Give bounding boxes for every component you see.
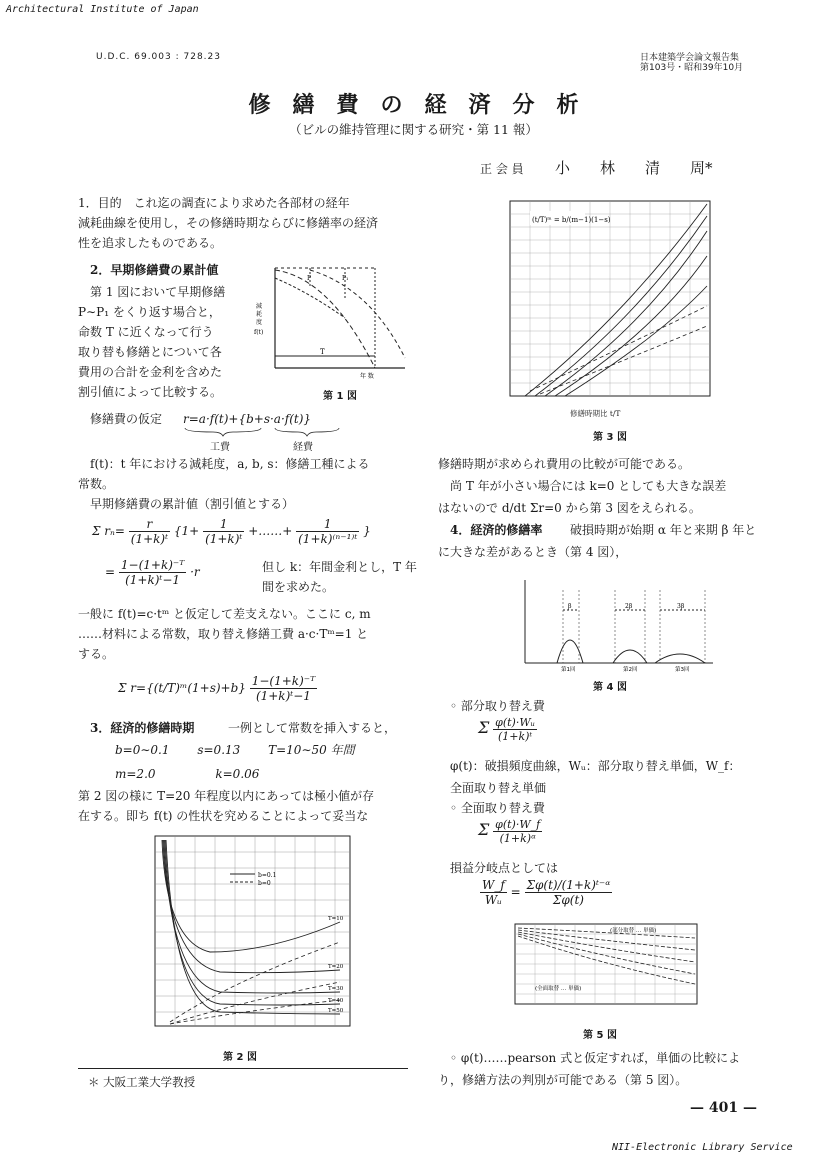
footer-service: NII-Electronic Library Service	[612, 1142, 793, 1153]
assumption-text: 一般に f(t)=c·tᵐ と仮定して差支えない。ここに c, m ……材料による常数，取り替え修繕工費 a·c·Tᵐ=1 と する。	[78, 607, 371, 661]
figure-3	[495, 196, 725, 426]
footnote-rule	[78, 1068, 408, 1069]
svg-text:第3回: 第3回	[675, 667, 690, 673]
page-number: — 401 —	[690, 1100, 757, 1116]
journal-info: 日本建築学会論文報告集 第103号・昭和39年10月	[640, 53, 744, 73]
equation-2: = $\frac{\text{1−(1+k)⁻ᵀ}}{\text{(1+k)ᵗ−1}}$ ·r	[105, 558, 200, 587]
svg-text:T=50: T=50	[328, 1008, 344, 1014]
equation-braces	[183, 427, 343, 437]
brace-label-cost: 工費	[210, 442, 230, 453]
section2-heading: 2．早期修繕費の累計値	[90, 263, 219, 277]
pearson-text-a: ◦ φ(t)……pearson 式と仮定すれば，単価の比較によ	[450, 1051, 741, 1065]
svg-text:b=0.1: b=0.1	[258, 872, 277, 879]
section3-intro: 一例として常数を挿入すると，	[228, 721, 397, 735]
svg-text:T=30: T=30	[328, 986, 344, 992]
sum-full: Σ $\frac{\varphi(t)\cdot W\_f}{\text{(1+k)ᵅ}}$	[478, 818, 541, 845]
equation-2-note: 但し k：年間金利とし，T 年 間を求めた。	[262, 560, 417, 594]
svg-text:3β: 3β	[677, 603, 685, 610]
svg-text:T=40: T=40	[328, 998, 344, 1004]
svg-text:(部分取替 … 単価): (部分取替 … 単価)	[610, 928, 657, 934]
footnote: ＊ 大阪工業大学教授	[88, 1075, 196, 1089]
brace-label-expense: 経費	[293, 442, 313, 453]
equation-3: Σ r={(t/T)ᵐ(1+s)+b} $\frac{\text{1−(1+k)⁻ᵀ}}{\text{(1+k)ᵗ−1}}$	[118, 674, 316, 703]
figure-4-caption: 第 4 図	[593, 682, 627, 693]
svg-text:年 数: 年 数	[360, 373, 374, 380]
right-text-1: 修繕時期が求められ費用の比較が可能である。	[438, 457, 691, 471]
section3-text: 第 2 図の様に T=20 年程度以内にあっては極小値が存 在する。即ち f(t) の性状を究めることによって妥当な	[78, 789, 375, 823]
pearson-text-b: り，修繕方法の判別が可能である（第 5 図）。	[438, 1073, 688, 1087]
params-row-1: b=0∼0.1 s=0.13 T=10∼50 年間	[115, 743, 355, 757]
svg-text:減: 減	[256, 303, 263, 310]
svg-text:耗: 耗	[256, 311, 263, 318]
svg-text:f(t): f(t)	[254, 329, 264, 336]
figure-4	[495, 575, 720, 675]
svg-text:度: 度	[256, 319, 263, 326]
section3-heading: 3．経済的修繕時期	[90, 721, 195, 735]
phi-definition-b: 全面取り替え単価	[450, 781, 547, 795]
svg-text:T=20: T=20	[328, 964, 344, 970]
svg-text:P: P	[307, 275, 312, 282]
section2-text: 第 1 図において早期修繕 P∼P₁ をくり返す場合と， 命数 T に近くなって行う 取り替も修繕とについて各 費用の合計を金利を含めた 割引値によって比較する。	[78, 285, 226, 399]
definition-text: f(t)：t 年における減耗度，a, b, s：修繕工種による 常数。	[78, 457, 370, 491]
svg-text:(全面取替 … 単価): (全面取替 … 単価)	[535, 986, 582, 992]
section4-heading: 4．経済的修繕率	[450, 523, 543, 537]
section1-text: 1．目的 これ迄の調査により求めた各部材の経年 減耗曲線を使用し，その修繕時期ならびに修繕率の経済 性を追求したものである。	[78, 196, 379, 250]
assumption-equation: r=a·f(t)+{b+s·a·f(t)}	[183, 412, 312, 426]
author-name: 小 林 清 周*	[555, 159, 713, 177]
cumulative-text: 早期修繕費の累計値（割引値とする）	[90, 497, 295, 511]
udc-code: U.D.C. 69.003 : 728.23	[96, 52, 221, 62]
paper-subtitle: （ビルの維持管理に関する研究・第 11 報）	[289, 122, 538, 137]
section4-text: に大きな差があるとき（第 4 図），	[438, 545, 628, 559]
bullet-partial: ◦ 部分取り替え費	[450, 699, 545, 713]
assumption-label: 修繕費の仮定	[90, 412, 163, 426]
figure-2	[130, 832, 360, 1044]
svg-text:第1回: 第1回	[561, 667, 576, 673]
figure-3-caption: 第 3 図	[593, 432, 627, 443]
figure-2-caption: 第 2 図	[223, 1052, 257, 1063]
figure-3-xlabel: 修繕時期比 t/T	[570, 409, 621, 418]
equation-1: Σ rₙ= $\frac{r}{\text{(1+k)ᵗ}}$ {1+ $\frac{1}{\text{(1+k)ᵗ}}$ +……+ $\frac{1}{\text{(1+k)⁽ⁿ⁻¹⁾ᵗ}}$ }	[92, 517, 371, 546]
figure-5	[490, 920, 705, 1020]
author-role: 正 会 員	[480, 162, 524, 176]
right-text-2b: はないので d/dt Σr=0 から第 3 図をえられる。	[438, 501, 701, 515]
svg-text:2β: 2β	[625, 603, 633, 610]
bullet-full: ◦ 全面取り替え費	[450, 801, 545, 815]
phi-definition-a: φ(t)：破損頻度曲線，Wᵤ：部分取り替え単価，W_f：	[450, 759, 741, 773]
svg-text:b=0: b=0	[258, 880, 271, 887]
right-text-2a: 尚 T 年が小さい場合には k=0 としても大きな誤差	[450, 479, 727, 493]
figure-1-caption: 第 1 図	[323, 391, 357, 402]
svg-text:T: T	[320, 348, 325, 356]
svg-text:(t/T)ᵐ = b/(m−1)(1−s): (t/T)ᵐ = b/(m−1)(1−s)	[532, 216, 611, 224]
section4-intro: 破損時期が始期 α 年と来期 β 年と	[570, 523, 757, 537]
breakeven-equation: $\frac{W\_f}{\text{Wᵤ}}$ = $\frac{\text{Σφ(t)/(1+k)ᵗ⁻ᵅ}}{\Sigma\varphi(t)}$	[482, 878, 611, 907]
svg-text:T=10: T=10	[328, 916, 344, 922]
institute-header: Architectural Institute of Japan	[6, 4, 199, 15]
svg-text:P₁: P₁	[342, 275, 349, 282]
sum-partial: Σ $\frac{\text{φ(t)·Wᵤ}}{\text{(1+k)ᵗ}}$	[478, 716, 536, 743]
paper-title: 修 繕 費 の 経 済 分 析	[248, 93, 579, 118]
figure-1	[250, 258, 410, 383]
figure-5-caption: 第 5 図	[583, 1030, 617, 1041]
params-row-2: m=2.0 k=0.06	[115, 767, 260, 781]
svg-text:第2回: 第2回	[623, 667, 638, 673]
breakeven-text: 損益分岐点としては	[450, 861, 559, 875]
svg-text:β: β	[568, 603, 572, 610]
